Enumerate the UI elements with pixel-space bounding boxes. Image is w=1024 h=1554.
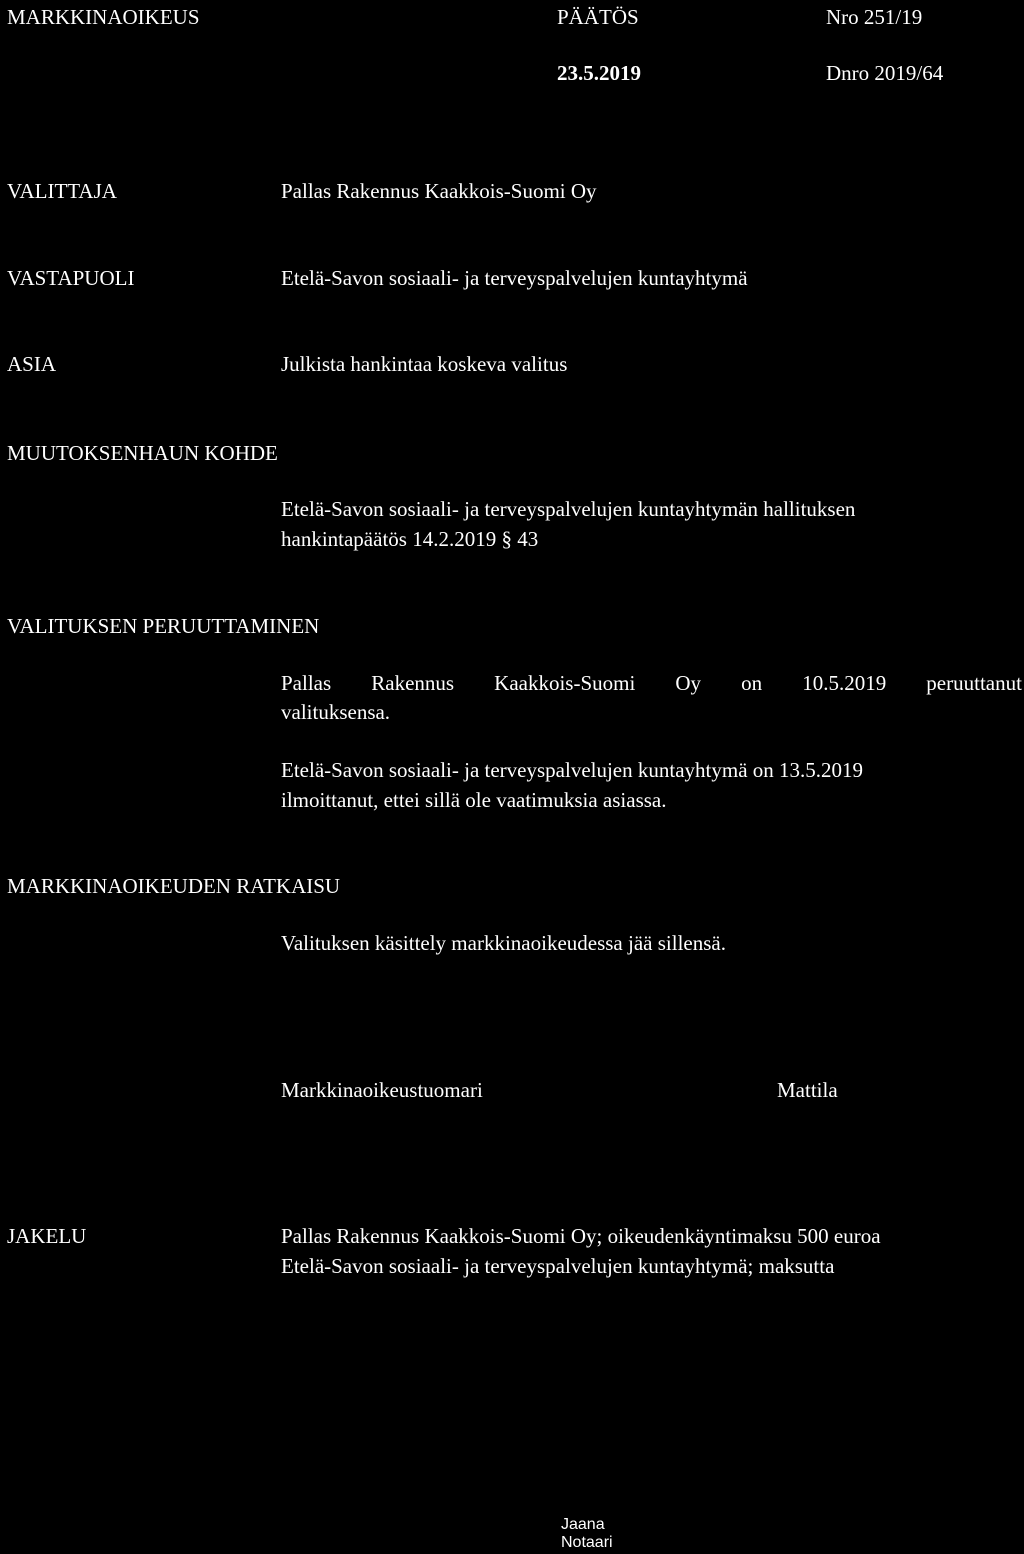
decision-number: Nro 251/19 <box>826 5 923 29</box>
appeal-subject-line-2: hankintapäätös 14.2.2019 § 43 <box>281 527 539 551</box>
word: on <box>741 671 763 695</box>
clerk-title: Notaari <box>561 1534 613 1551</box>
appeal-subject-label: MUUTOKSENHAUN KOHDE <box>7 441 278 465</box>
decision-date: 23.5.2019 <box>557 61 641 85</box>
appellant-text: Pallas Rakennus Kaakkois-Suomi Oy <box>281 179 597 203</box>
distribution-line-1: Pallas Rakennus Kaakkois-Suomi Oy; oikeudenkäyntimaksu 500 euroa <box>281 1224 881 1248</box>
matter-label: ASIA <box>7 352 57 376</box>
judge-title: Markkinaoikeustuomari <box>281 1078 483 1102</box>
judge-name: Mattila <box>777 1078 838 1102</box>
appellant-label: VALITTAJA <box>7 179 117 203</box>
ruling-label: MARKKINAOIKEUDEN RATKAISU <box>7 874 341 898</box>
ruling-text: Valituksen käsittely markkinaoikeudessa jää sillensä. <box>281 931 726 955</box>
withdrawal-paragraph-2-line-2: ilmoittanut, ettei sillä ole vaatimuksia asiassa. <box>281 788 667 812</box>
word: Oy <box>675 671 702 695</box>
matter-text: Julkista hankintaa koskeva valitus <box>281 352 568 376</box>
withdrawal-paragraph-2-line-1: Etelä-Savon sosiaali- ja terveyspalvelujen kuntayhtymä on 13.5.2019 <box>281 758 864 782</box>
distribution-line-2: Etelä-Savon sosiaali- ja terveyspalvelujen kuntayhtymä; maksutta <box>281 1254 835 1278</box>
word: 10.5.2019 <box>802 671 887 695</box>
word: peruuttanut <box>926 671 1022 695</box>
withdrawal-paragraph-1-line-1 <box>281 673 1022 694</box>
court-name: MARKKINAOIKEUS <box>7 5 200 29</box>
respondent-label: VASTAPUOLI <box>7 266 135 290</box>
word: Rakennus <box>371 671 455 695</box>
respondent-text: Etelä-Savon sosiaali- ja terveyspalvelujen kuntayhtymä <box>281 266 748 290</box>
withdrawal-paragraph-1-line-2: valituksensa. <box>281 700 391 724</box>
word: Kaakkois-Suomi <box>494 671 636 695</box>
distribution-label: JAKELU <box>7 1224 87 1248</box>
diary-number: Dnro 2019/64 <box>826 61 944 85</box>
word: Pallas <box>281 671 332 695</box>
document-type: PÄÄTÖS <box>557 5 639 29</box>
withdrawal-label: VALITUKSEN PERUUTTAMINEN <box>7 614 320 638</box>
clerk-name: Jaana <box>561 1516 605 1533</box>
appeal-subject-line-1: Etelä-Savon sosiaali- ja terveyspalvelujen kuntayhtymän hallituksen <box>281 497 856 521</box>
